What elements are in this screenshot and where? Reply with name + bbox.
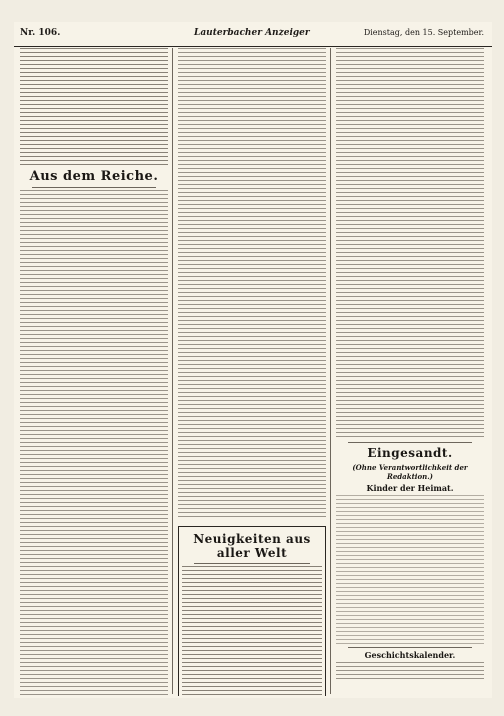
calendar-heading: Geschichtskalender. [364,650,456,660]
story-title: Kinder der Heimat. [366,483,454,493]
divider [348,647,472,648]
article-text-block [20,48,168,166]
article-text-block [182,566,322,696]
divider [348,442,472,443]
feuilleton-note: (Ohne Verantwortlichkeit der Redaktion.) [352,463,468,481]
masthead [14,22,492,47]
news-section-heading: Neuigkeiten aus aller Welt [193,532,311,560]
column-rule [330,48,331,694]
calendar-text [336,662,484,682]
feuilleton-heading: Eingesandt. [367,446,453,460]
divider [194,563,310,564]
column-2 [178,48,326,696]
column-3 [336,48,484,696]
newspaper-title: Lauterbacher Anzeiger [194,28,310,38]
divider [32,187,156,188]
article-text-block [336,48,484,440]
issue-date: Dienstag, den 15. September. [363,28,484,37]
news-section-box [178,526,326,696]
article-text-block [20,190,168,696]
newspaper-page [14,22,492,698]
column-rule [172,48,173,694]
section-heading: Aus dem Reiche. [29,169,159,184]
issue-number: Nr. 106. [20,28,61,38]
article-text-block [336,495,484,645]
article-text-block [178,48,326,520]
column-1 [20,48,168,696]
